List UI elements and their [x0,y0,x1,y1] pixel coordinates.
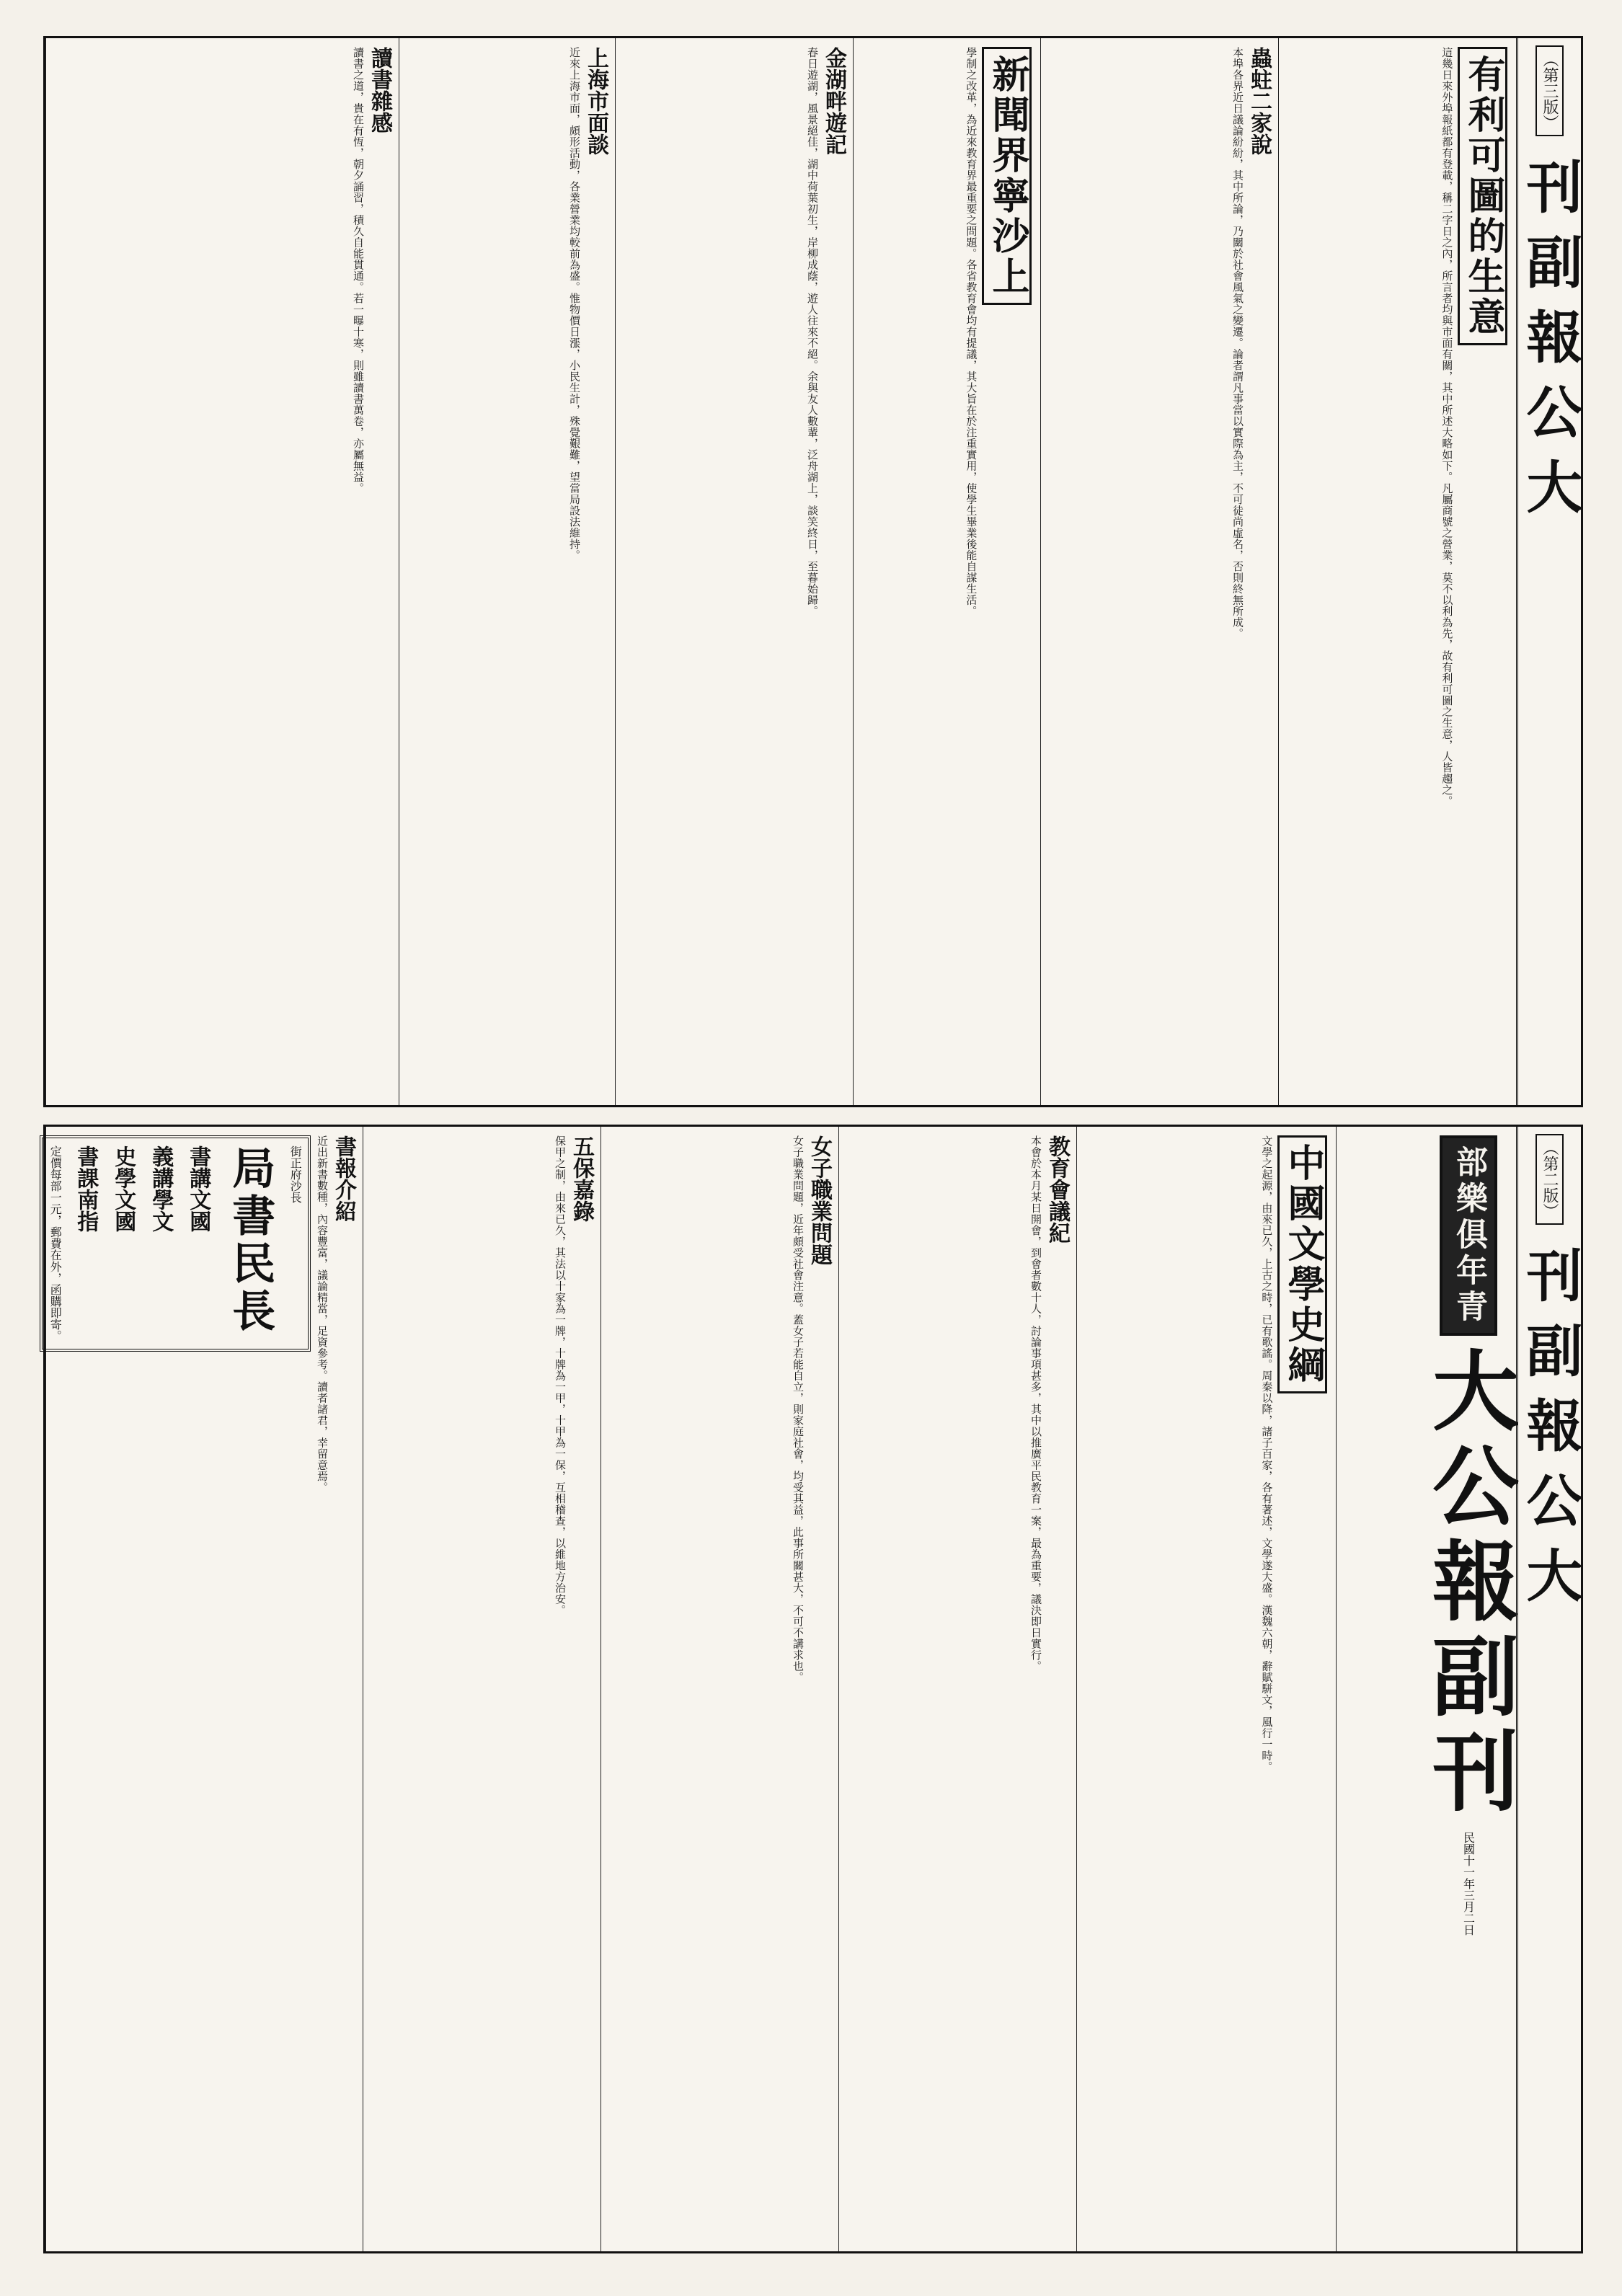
bottom-column-4-body: 保甲之制，由來已久，其法以十家為一牌，十牌為一甲，十甲為一保，互相稽查，以維地方治安。 [554,1135,567,1616]
top-column-4 [615,38,853,1105]
bookstore-ad-item: 書課南指 [73,1145,99,1232]
top-columns [45,38,1516,1105]
top-page-label: （第三版） [1535,45,1564,136]
top-column-1-body: 這幾日來外埠報紙都有登載，稱二字日之內，所言者均與市面有關，其中所述大略如下。凡屬商號之營業，莫不以利為先，故有利可圖之生意，人皆趨之。 [1440,47,1454,807]
bottom-column-1-body: 文學之起源，由來已久，上古之時，已有歌謠。周秦以降，諸子百家，各有著述，文學遂大盛。漢魏六朝，辭賦駢文，風行一時。 [1260,1135,1274,1773]
bookstore-ad-item: 書講文國 [185,1145,211,1232]
bookstore-ad-subtitle: 街正府沙長 [288,1145,303,1203]
top-column-2-body: 本埠各界近日議論紛紛，其中所論，乃關於社會風氣之變遷。論者謂凡事當以實際為主，不可徒尚虛名，否則終無所成。 [1231,47,1244,639]
bottom-section-box: 部樂俱年青 [1440,1135,1497,1336]
bottom-column-1 [1076,1127,1336,2251]
bottom-newspaper-page [43,1125,1583,2253]
bottom-column-2-headline: 教育會議紀 [1045,1135,1070,1244]
top-column-4-body: 春日遊湖，風景絕佳，湖中荷葉初生，岸柳成蔭，遊人往來不絕。余與友人數輩，泛舟湖上，談笑終日，至暮始歸。 [806,47,819,617]
top-column-1-headline: 有利可圖的生意 [1458,47,1507,345]
bookstore-ad-title: 局書民長 [225,1145,276,1336]
top-column-1 [1278,38,1516,1105]
bookstore-ad-item: 史學文國 [110,1145,136,1232]
bottom-column-5-headline: 書報介紹 [331,1135,356,1222]
top-column-3 [853,38,1040,1105]
bookstore-ad-item: 義講學文 [148,1145,174,1232]
bottom-title-column [1336,1127,1520,2251]
top-column-2 [1040,38,1278,1105]
top-main-headline: 新聞界寧沙上 [982,47,1032,305]
bottom-column-3-headline: 女子職業問題 [807,1135,832,1265]
top-column-3-body: 學制之改革，為近來教育界最重要之問題。各省教育會均有提議，其大旨在於注重實用，使學生畢業後能自謀生活。 [965,47,978,617]
top-column-6-body: 讀書之道，貴在有恆，朝夕誦習，積久自能貫通。若一曝十寒，則雖讀書萬卷，亦屬無益。 [352,47,365,494]
bottom-column-5-body: 近出新書數種，內容豐富，議論精當，足資參考。讀者諸君，幸留意焉。 [316,1135,329,1493]
bottom-main-headline: 中國文學史綱 [1277,1135,1327,1393]
top-column-5-headline: 上海市面談 [583,47,608,155]
bottom-big-title: 大公報副刊 [1418,1346,1520,1822]
top-masthead [1516,38,1581,1105]
bottom-column-4-headline: 五保嘉錄 [569,1135,594,1222]
bottom-column-3-body: 女子職業問題，近年頗受社會注意。蓋女子若能自立，則家庭社會，均受其益，此事所關甚大，不可不講求也。 [792,1135,805,1683]
top-column-2-headline: 蟲蛀二家說 [1246,47,1272,155]
top-column-5-body: 近來上海市面，頗形活動，各業營業均較前為盛。惟物價日漲，小民生計，殊覺艱難，望當局設法維持。 [568,47,581,561]
bottom-column-3 [601,1127,838,2251]
top-column-4-headline: 金湖畔遊記 [821,47,846,155]
top-column-6-headline: 讀書雜感 [367,47,392,133]
bottom-columns [45,1127,1520,2251]
bottom-masthead-title: 刊副報公大 [1517,1246,1583,1621]
bottom-issue-date: 民國十一年三月二日 [1461,1832,1476,1936]
bottom-masthead [1516,1127,1581,2251]
bookstore-ad [40,1135,311,1352]
top-newspaper-page [43,36,1583,1107]
top-masthead-title: 刊副報公大 [1517,158,1583,533]
bookstore-ad-note: 定價每部一元，郵費在外，函購即寄。 [48,1145,63,1342]
bottom-page-label: （第二版） [1535,1134,1564,1225]
bottom-column-2 [838,1127,1076,2251]
top-column-5 [399,38,615,1105]
top-column-6 [45,38,399,1105]
bottom-column-5 [45,1127,363,2251]
bottom-column-2-body: 本會於本月某日開會，到會者數十人，討論事項甚多，其中以推廣平民教育一案，最為重要，議決即日實行。 [1029,1135,1042,1672]
bottom-column-4 [363,1127,601,2251]
